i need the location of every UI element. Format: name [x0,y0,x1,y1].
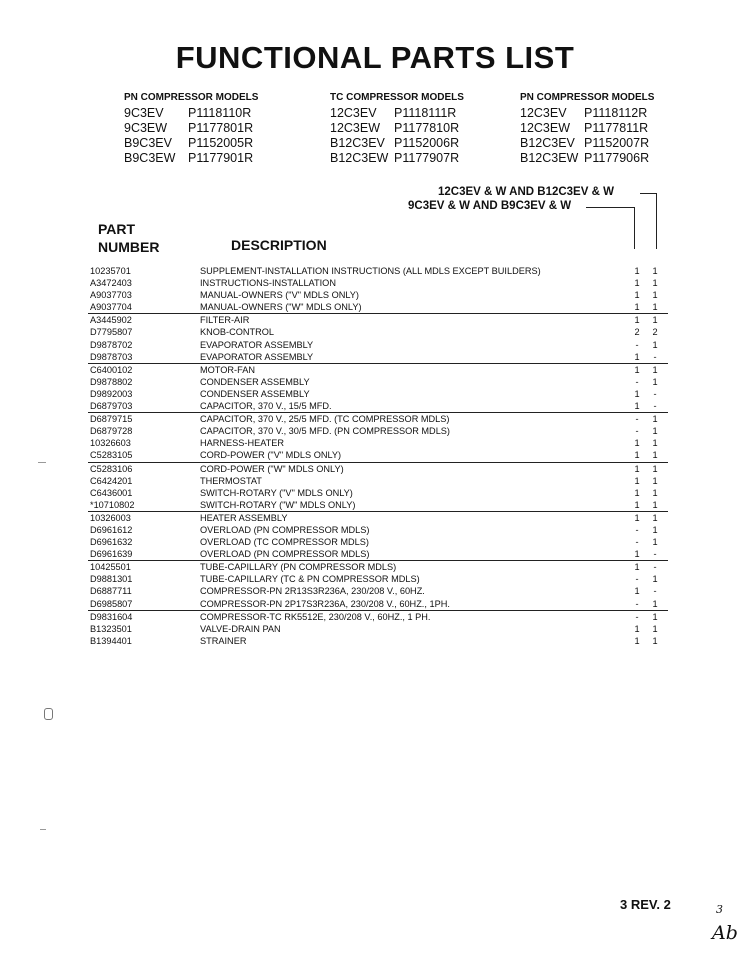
qty-9c3-cell: 1 [634,290,640,301]
model-number: 12C3EV [330,106,377,120]
qty-9c3-cell: 1 [634,351,640,362]
model-group-pn-12c3 [520,92,654,166]
model-part: P1177906R [584,151,650,165]
model-part: P1152005R [188,136,254,150]
model-row [124,121,258,136]
model-part: P1152007R [584,136,650,150]
qty-12c3-cell: 1 [652,426,658,437]
table-row [88,512,668,524]
table-row [88,376,668,388]
qty-12c3-cell: - [653,388,657,399]
description-cell: COMPRESSOR-PN 2R13S3R236A, 230/208 V., 60HZ. [200,586,425,597]
model-row [124,106,258,121]
qty-9c3-cell: - [635,598,639,609]
part-number-cell: D9878703 [90,351,133,362]
table-row [88,475,668,487]
qty-12c3-cell: - [653,562,657,573]
model-row [520,136,654,151]
part-number-cell: D6961639 [90,549,133,560]
qty-12c3-cell: 1 [652,611,658,622]
part-number-cell: D9878702 [90,339,133,350]
scan-speck [40,829,46,830]
model-number: 12C3EV [520,106,567,120]
qty-12c3-cell: 1 [652,463,658,474]
description-cell: MANUAL-OWNERS ("W" MDLS ONLY) [200,302,362,313]
model-part: P1177811R [584,121,649,135]
model-number: B12C3EW [520,151,579,165]
model-part: P1118112R [584,106,648,120]
model-group-pn-9c3 [124,92,258,166]
description-cell: OVERLOAD (TC COMPRESSOR MDLS) [200,537,369,548]
model-number: B12C3EW [330,151,389,165]
description-cell: COMPRESSOR-TC RK5512E, 230/208 V., 60HZ., 1 PH. [200,611,431,622]
table-row [88,598,668,611]
part-header-line1: PART [98,221,136,237]
table-row [88,400,668,413]
qty-9c3-cell: 2 [634,327,640,338]
qty-12c3-cell: 1 [652,499,658,510]
description-cell: KNOB-CONTROL [200,327,275,338]
legend-column-1: 9C3EV & W AND B9C3EV & W [408,200,572,212]
table-row [88,623,668,635]
qty-9c3-cell: - [635,426,639,437]
model-part: P1118111R [394,106,457,120]
part-number-cell: A3445902 [90,315,132,326]
description-cell: FILTER-AIR [200,315,250,326]
table-row [88,289,668,301]
handwritten-mark: 3 [716,903,723,916]
description-cell: THERMOSTAT [200,475,262,486]
table-row [88,585,668,597]
description-cell: CAPACITOR, 370 V., 30/5 MFD. (PN COMPRESSOR MDLS) [200,426,450,437]
description-cell: CORD-POWER ("V" MDLS ONLY) [200,450,342,461]
part-number-cell: D6961632 [90,537,133,548]
qty-12c3-cell: 1 [652,524,658,535]
part-number-cell: 10326003 [90,512,131,523]
table-row [88,548,668,561]
description-cell: COMPRESSOR-PN 2P17S3R236A, 230/208 V., 60HZ., 1PH. [200,598,450,609]
part-number-cell: D9878802 [90,376,133,387]
part-number-cell: D6887711 [90,586,132,597]
qty-12c3-cell: 1 [652,475,658,486]
qty-9c3-cell: 1 [634,586,640,597]
description-cell: CONDENSER ASSEMBLY [200,376,310,387]
part-number-cell: C6436001 [90,487,133,498]
part-number-cell: A9037703 [90,290,132,301]
description-cell: SUPPLEMENT-INSTALLATION INSTRUCTIONS (ALL MDLS EXCEPT BUILDERS) [200,266,541,276]
part-number-cell: D6985807 [90,598,133,609]
description-cell: MANUAL-OWNERS ("V" MDLS ONLY) [200,290,359,301]
part-header-line2: NUMBER [98,239,160,255]
description-cell: VALVE-DRAIN PAN [200,623,281,634]
qty-12c3-cell: 1 [652,339,658,350]
qty-9c3-cell: 1 [634,635,640,646]
table-row [88,487,668,499]
table-row [88,364,668,376]
qty-12c3-cell: 1 [652,438,658,449]
description-cell: INSTRUCTIONS-INSTALLATION [200,278,336,289]
qty-12c3-cell: 1 [652,623,658,634]
model-part: P1177810R [394,121,460,135]
qty-9c3-cell: 1 [634,463,640,474]
model-number: B12C3EV [330,136,385,150]
qty-9c3-cell: 1 [634,278,640,289]
description-cell: STRAINER [200,635,247,646]
model-number: B9C3EW [124,151,176,165]
part-number-cell: D9831604 [90,611,133,622]
qty-12c3-cell: 1 [652,266,658,276]
description-cell: TUBE-CAPILLARY (TC & PN COMPRESSOR MDLS) [200,574,420,585]
model-group-heading: PN COMPRESSOR MODELS [520,92,655,103]
part-number-cell: B1394401 [90,635,132,646]
legend-bracket-2 [656,193,657,249]
table-row [88,388,668,400]
model-group-heading: TC COMPRESSOR MODELS [330,92,464,103]
table-row [88,413,668,425]
part-number-cell: A3472403 [90,278,132,289]
handwritten-initials: Ab [712,922,738,944]
model-number: 12C3EW [520,121,571,135]
description-cell: OVERLOAD (PN COMPRESSOR MDLS) [200,524,370,535]
qty-9c3-cell: 1 [634,512,640,523]
qty-12c3-cell: - [653,586,657,597]
description-cell: CORD-POWER ("W" MDLS ONLY) [200,463,344,474]
description-cell: CAPACITOR, 370 V., 15/5 MFD. [200,401,332,412]
table-row [88,277,668,289]
description-cell: MOTOR-FAN [200,364,255,375]
qty-12c3-cell: 1 [652,290,658,301]
qty-12c3-cell: - [653,549,657,560]
table-row [88,351,668,364]
qty-9c3-cell: 1 [634,549,640,560]
qty-12c3-cell: 1 [652,376,658,387]
part-number-cell: 10425501 [90,562,131,573]
qty-9c3-cell: 1 [634,388,640,399]
part-number-cell: *10710802 [90,499,135,510]
model-part: P1177801R [188,121,254,135]
qty-9c3-cell: 1 [634,623,640,634]
table-row [88,536,668,548]
model-number: B12C3EV [520,136,575,150]
qty-12c3-cell: 1 [652,537,658,548]
qty-9c3-cell: 1 [634,364,640,375]
qty-12c3-cell: 1 [652,315,658,326]
page-footer: 3 REV. 2 [620,897,671,912]
qty-12c3-cell: 1 [652,574,658,585]
model-number: 12C3EW [330,121,381,135]
description-cell: HEATER ASSEMBLY [200,512,288,523]
qty-12c3-cell: 1 [652,364,658,375]
description-cell: CAPACITOR, 370 V., 25/5 MFD. (TC COMPRESSOR MDLS) [200,414,450,425]
part-number-cell: C5283106 [90,463,133,474]
model-part: P1118110R [188,106,252,120]
qty-12c3-cell: - [653,351,657,362]
qty-9c3-cell: 1 [634,487,640,498]
scan-speck [44,708,53,720]
part-number-cell: D9892003 [90,388,133,399]
description-cell: TUBE-CAPILLARY (PN COMPRESSOR MDLS) [200,562,397,573]
table-row [88,611,668,623]
qty-9c3-cell: - [635,611,639,622]
table-row [88,301,668,314]
description-cell: OVERLOAD (PN COMPRESSOR MDLS) [200,549,370,560]
qty-12c3-cell: - [653,401,657,412]
model-part: P1152006R [394,136,460,150]
qty-12c3-cell: 1 [652,450,658,461]
model-group-heading: PN COMPRESSOR MODELS [124,92,259,103]
legend-leader-1 [586,207,635,208]
table-row [88,463,668,475]
table-row [88,524,668,536]
description-cell: SWITCH-ROTARY ("V" MDLS ONLY) [200,487,353,498]
description-cell: EVAPORATOR ASSEMBLY [200,339,314,350]
qty-12c3-cell: 2 [652,327,658,338]
qty-12c3-cell: 1 [652,512,658,523]
model-row [330,136,464,151]
qty-12c3-cell: 1 [652,487,658,498]
table-row [88,265,668,277]
legend-bracket-1 [634,207,635,249]
part-number-cell: 10326603 [90,438,131,449]
part-number-header [98,220,159,256]
table-row [88,425,668,437]
part-number-cell: B1323501 [90,623,132,634]
qty-9c3-cell: 1 [634,499,640,510]
model-row [330,106,464,121]
model-row [124,151,258,166]
model-part: P1177901R [188,151,254,165]
table-row [88,561,668,573]
table-row [88,573,668,585]
qty-9c3-cell: 1 [634,315,640,326]
qty-12c3-cell: 1 [652,302,658,313]
description-cell: EVAPORATOR ASSEMBLY [200,351,314,362]
model-row [520,121,654,136]
part-number-cell: D9881301 [90,574,133,585]
part-number-cell: C5283105 [90,450,133,461]
qty-9c3-cell: - [635,537,639,548]
qty-9c3-cell: - [635,376,639,387]
part-number-cell: D7795807 [90,327,133,338]
qty-12c3-cell: 1 [652,598,658,609]
qty-9c3-cell: - [635,414,639,425]
page-title: FUNCTIONAL PARTS LIST [175,40,575,75]
table-row [88,499,668,512]
model-number: 9C3EV [124,106,164,120]
model-row [520,151,654,166]
table-row [88,635,668,647]
table-row [88,449,668,462]
qty-9c3-cell: - [635,524,639,535]
part-number-cell: D6879715 [90,414,133,425]
part-number-cell: 10235701 [90,266,131,276]
legend-leader-2 [640,193,657,194]
parts-table [88,265,668,647]
legend-column-2: 12C3EV & W AND B12C3EV & W [438,186,614,198]
qty-12c3-cell: 1 [652,278,658,289]
part-number-cell: C6424201 [90,475,133,486]
part-number-cell: A9037704 [90,302,132,313]
qty-9c3-cell: 1 [634,450,640,461]
qty-9c3-cell: 1 [634,266,640,276]
model-row [330,151,464,166]
model-number: 9C3EW [124,121,168,135]
model-row [124,136,258,151]
model-part: P1177907R [394,151,460,165]
part-number-cell: D6879728 [90,426,133,437]
model-row [520,106,654,121]
part-number-cell: D6961612 [90,524,133,535]
description-header: DESCRIPTION [231,237,327,253]
qty-9c3-cell: 1 [634,438,640,449]
part-number-cell: D6879703 [90,401,133,412]
model-number: B9C3EV [124,136,172,150]
qty-12c3-cell: 1 [652,414,658,425]
qty-9c3-cell: 1 [634,475,640,486]
model-row [330,121,464,136]
table-row [88,326,668,338]
table-row [88,437,668,449]
qty-9c3-cell: - [635,574,639,585]
table-row [88,314,668,326]
qty-12c3-cell: 1 [652,635,658,646]
table-row [88,339,668,351]
qty-9c3-cell: - [635,339,639,350]
description-cell: HARNESS-HEATER [200,438,285,449]
qty-9c3-cell: 1 [634,562,640,573]
qty-9c3-cell: 1 [634,302,640,313]
description-cell: CONDENSER ASSEMBLY [200,388,310,399]
scan-speck [38,462,46,463]
qty-9c3-cell: 1 [634,401,640,412]
model-group-tc-12c3 [330,92,464,166]
part-number-cell: C6400102 [90,364,133,375]
description-cell: SWITCH-ROTARY ("W" MDLS ONLY) [200,499,356,510]
